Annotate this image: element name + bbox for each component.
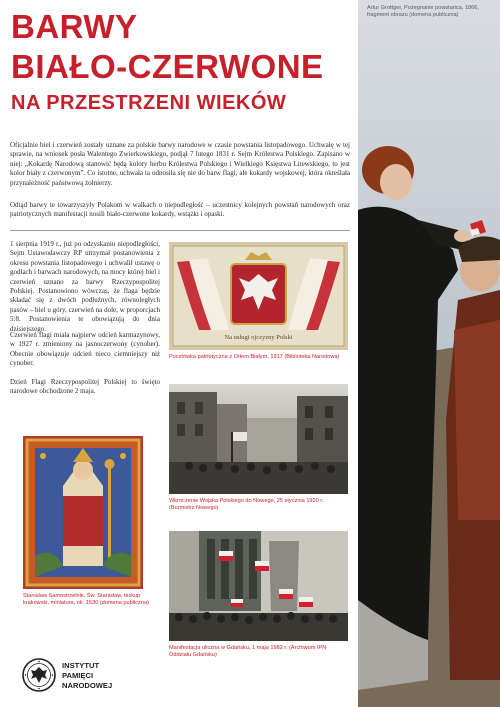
shade-paragraph: Czerwień flagi miała najpierw odcień karmazynowy, w 1927 r. zmieniony na jasnoczerwony (cynober). Obecnie obowiązuje odcień nieco ciemniejszy niż cynober.: [10, 331, 160, 368]
ipn-logo-text: [62, 661, 112, 691]
street-caption: Wkroczenie Wojska Polskiego do Nowego, 25 stycznia 1920 r. (Burmistrz Nowego): [169, 498, 324, 512]
title-line-3: NA PRZESTRZENI WIEKÓW: [11, 92, 287, 114]
title-line-1: BARWY: [11, 8, 138, 45]
manifest-photo: [169, 531, 348, 641]
second-paragraph: Odtąd barwy te towarzyszyły Polakom w walkach o niepodległość – uczestnicy kolejnych powstań narodowych oraz patriotycznych manifestacji nosili biało-czerwone kokardy, wstążki i opaski.: [10, 201, 350, 219]
street-photo: [169, 384, 348, 494]
logo-line-2: PAMIĘCI: [62, 671, 94, 680]
title-line-2: BIAŁO-CZERWONE: [11, 48, 324, 85]
law-paragraph: 1 sierpnia 1919 r., już po odzyskaniu niepodległości, Sejm Ustawodawczy RP utrzymał postanowienia z okresu powstania listopadowego i uchwalił ustawę o godłach i barwach narodowych, na mocy której biel i czerwień uznano za barwy Rzeczypospolitej Polskiej. Postanowiono wówczas, że flaga będzie składać się z dwóch podłużnych, równoległych pasów – biel u góry, czerwień na dole, w proporcjach 5:8. Postanowienia te obowiązują do dnia dzisiejszego.: [10, 240, 160, 333]
postcard-caption: Pocztówka patriotyczna z Orłem Białym, 1917 (Biblioteka Narodowa): [169, 354, 340, 360]
flag-day-paragraph: Dzień Flagi Rzeczypospolitej Polskiej to święto narodowe obchodzone 2 maja.: [10, 378, 160, 396]
logo-line-3: NARODOWEJ: [62, 681, 113, 690]
ipn-logo: [22, 658, 56, 692]
painting-caption: Artur Grottger, Pożegnanie powstańca, 1866, fragment obrazu (domena publiczna): [367, 5, 479, 19]
postcard-image: [169, 242, 348, 350]
divider: [10, 230, 350, 231]
postcard-motto: Na usługi ojczyzny Polski: [224, 334, 293, 341]
intro-paragraph: Oficjalnie biel i czerwień zostały uznane za polskie barwy narodowe w czasie powstania listopadowego. Uchwałę w tej sprawie, na wniosek posła Walentego Zwierkowskiego, podjął 7 lutego 1831 r. Sejm Królestwa Polskiego. Zapisano w niej: „Kokardę Narodową stanowić będą kolory herbu Królestwa Polskiego i Wielkiego Księstwa Litewskiego, to jest kolor biały z czerwonym”. Co istotne, uchwała ta odnosiła się nie do barw flagi, ale kokardy wojskowej, która określała przynależność państwową żołnierzy.: [10, 141, 350, 187]
logo-line-1: INSTYTUT: [62, 661, 100, 670]
miniature-image: [23, 436, 143, 589]
miniature-caption: Stanisław Samostrzelnik, Św. Stanisław, biskup krakowski, miniatura, ok. 1530 (domena publiczna): [23, 593, 149, 607]
manifest-caption: Manifestacja uliczna w Gdańsku, 1 maja 1982 r. (Archiwum IPN Oddziału Gdańsku): [169, 645, 327, 659]
grottger-painting: [358, 0, 500, 707]
